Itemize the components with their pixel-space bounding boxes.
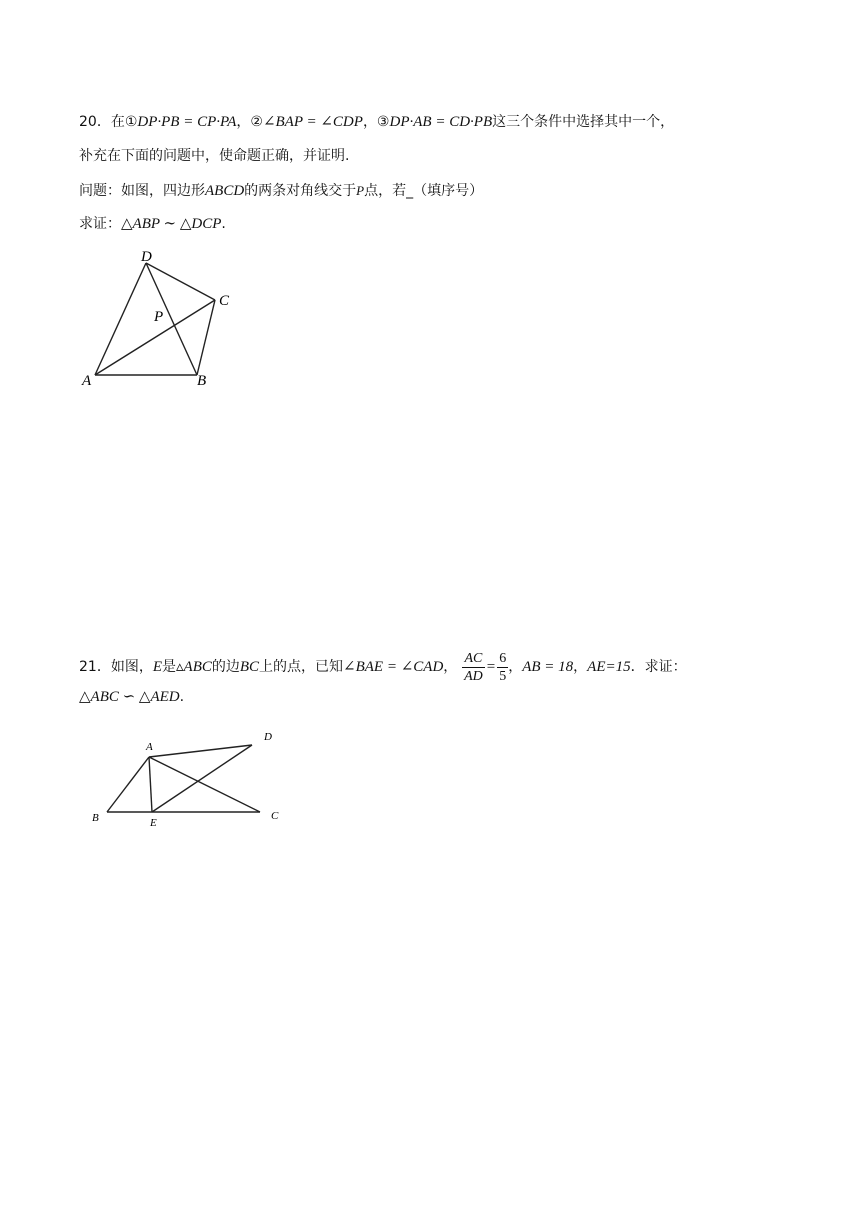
q20-fill-in-text: 点，若_（填序号） <box>364 183 484 199</box>
q21-ae-value: AE=15 <box>587 659 631 675</box>
q21-is-text: 是 <box>162 659 176 675</box>
q20-label-b: B <box>197 373 207 389</box>
q20-line-1 <box>79 111 674 132</box>
q21-label-c: C <box>271 810 279 822</box>
q21-label-a: A <box>146 741 153 753</box>
q20-similarity-statement: △ABP ∼ △DCP <box>121 216 222 232</box>
q21-triangle-figure <box>80 728 295 833</box>
q20-number-and-prefix: 20．在① <box>79 114 138 130</box>
q21-equals-sign: = <box>486 659 496 675</box>
q20-question-prefix: 问题：如图，四边形 <box>79 183 205 199</box>
q20-quadrilateral-figure <box>75 245 255 395</box>
q21-comma-1: ， <box>443 659 458 675</box>
q21-prove-text: ．求证： <box>630 659 687 675</box>
q21-known-text: 上的点，已知 <box>259 659 344 675</box>
q21-period: . <box>179 689 185 705</box>
q20-line-4 <box>79 213 226 234</box>
q21-value-denominator: 5 <box>499 668 507 684</box>
q20-condition-3: DP·AB = CD·PB <box>389 114 493 130</box>
q20-line1-tail: 这三个条件中选择其中一个， <box>492 114 675 130</box>
q21-number-and-prefix: 21．如图， <box>79 659 153 675</box>
q21-value-numerator: 6 <box>499 650 507 666</box>
q21-side-bc: BC <box>239 659 260 675</box>
q20-condition-2: ∠BAP = ∠CDP <box>262 114 363 130</box>
q21-value-fraction <box>497 650 508 685</box>
q21-line-1 <box>79 646 687 687</box>
q20-separator-1: ，② <box>236 114 263 130</box>
q21-ratio-numerator: AC <box>462 650 485 668</box>
q21-side-text: 的边 <box>211 659 240 675</box>
q20-label-d: D <box>141 249 152 265</box>
q20-point-p: P <box>356 183 365 198</box>
q20-condition-1: DP·PB = CP·PA <box>137 114 237 130</box>
q21-label-e: E <box>150 817 157 829</box>
q21-ratio-fraction <box>462 650 485 685</box>
q20-label-p: P <box>154 309 164 325</box>
q20-prove-prefix: 求证： <box>79 216 121 232</box>
q20-line-3 <box>79 180 483 201</box>
q21-comma-2: ， <box>508 659 523 675</box>
q20-label-c: C <box>219 293 230 309</box>
q21-ratio-denominator: AD <box>464 668 483 684</box>
q20-separator-2: ，③ <box>362 114 390 130</box>
q21-angle-equality: ∠BAE = ∠CAD <box>343 659 444 675</box>
q21-triangle-abc: ▵ABC <box>176 659 212 675</box>
q21-comma-3: ， <box>573 659 588 675</box>
q20-diagonals-text: 的两条对角线交于 <box>244 183 357 199</box>
q21-point-e: E <box>152 659 162 675</box>
q21-label-b: B <box>92 812 99 824</box>
q20-period: . <box>221 216 226 232</box>
q21-label-d: D <box>264 731 272 743</box>
q21-similarity-statement: △ABC ∽ △AED <box>79 689 180 705</box>
q21-line-2 <box>79 686 184 707</box>
q20-quadrilateral-name: ABCD <box>205 183 245 199</box>
q20-line-2: 补充在下面的问题中，使命题正确，并证明. <box>79 148 350 164</box>
q21-ab-value: AB = 18 <box>522 659 574 675</box>
q20-label-a: A <box>82 373 92 389</box>
